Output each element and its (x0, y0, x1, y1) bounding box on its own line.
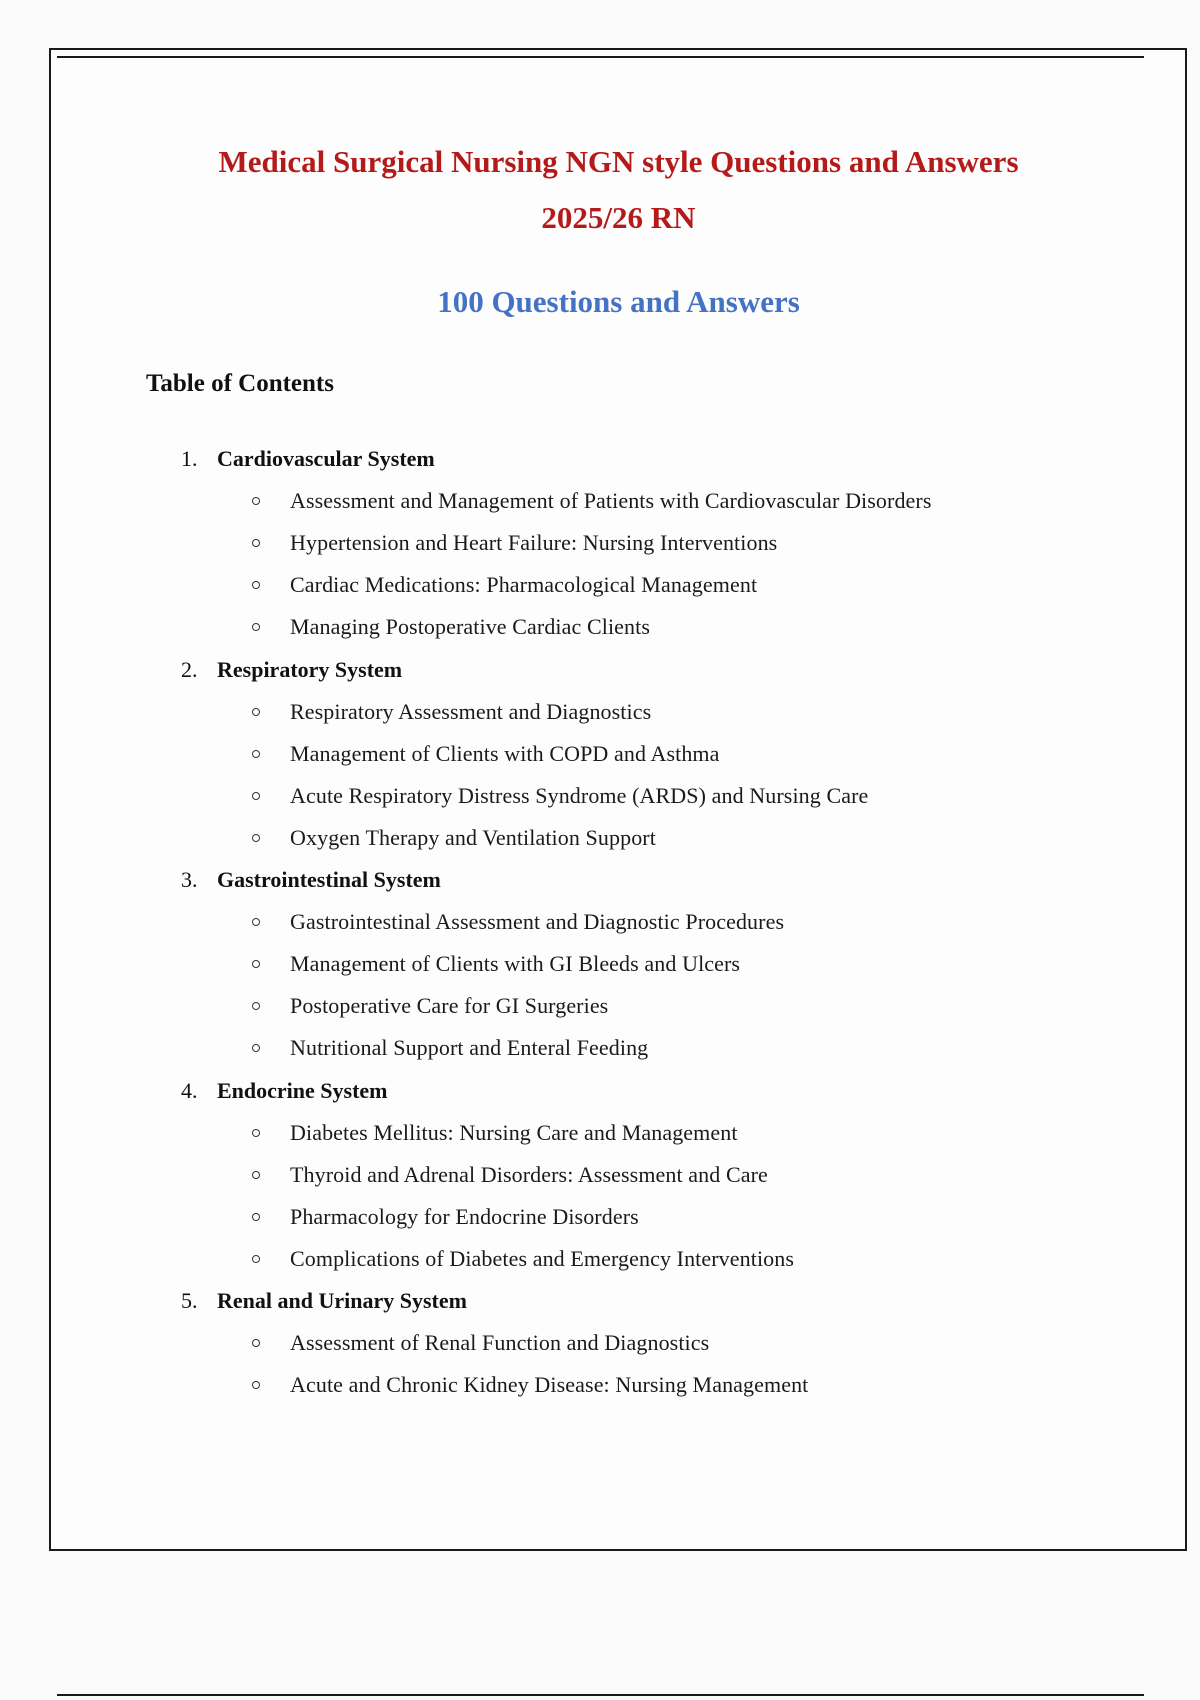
toc-subitem-text: Management of Clients with COPD and Asthma (290, 740, 720, 766)
toc-subitem (0, 781, 1200, 811)
toc-section (0, 655, 1200, 685)
toc-subitem (0, 1370, 1200, 1400)
toc-subitem-text: Complications of Diabetes and Emergency Interventions (290, 1245, 795, 1271)
hollow-circle-bullet-icon (252, 1381, 260, 1389)
toc-subitem-text: Acute and Chronic Kidney Disease: Nursing Management (290, 1372, 809, 1398)
hollow-circle-bullet-icon (252, 1129, 260, 1137)
hollow-circle-bullet-icon (252, 792, 260, 800)
toc-subitem (0, 1118, 1200, 1148)
toc-subitem (0, 823, 1200, 853)
bottom-rule (57, 1694, 1144, 1696)
hollow-circle-bullet-icon (252, 539, 260, 547)
toc-subitem-text: Managing Postoperative Cardiac Clients (290, 614, 650, 640)
toc-subitem-text: Acute Respiratory Distress Syndrome (ARDS) and Nursing Care (290, 782, 869, 808)
hollow-circle-bullet-icon (252, 1255, 260, 1263)
hollow-circle-bullet-icon (252, 918, 260, 926)
toc-heading: Table of Contents (146, 370, 334, 397)
hollow-circle-bullet-icon (252, 1002, 260, 1010)
toc-subitem-text: Hypertension and Heart Failure: Nursing Interventions (290, 530, 778, 556)
toc-subitem (0, 739, 1200, 769)
toc-section-number: 2. (181, 656, 198, 682)
toc-subitem (0, 697, 1200, 727)
toc-subitem (0, 612, 1200, 642)
toc-subitem-text: Pharmacology for Endocrine Disorders (290, 1203, 639, 1229)
toc-subitem (0, 1202, 1200, 1232)
toc-subitem (0, 528, 1200, 558)
document-title-year: 2025/26 RN (541, 200, 696, 235)
toc-subitem-text: Management of Clients with GI Bleeds and Ulcers (290, 951, 741, 977)
toc-section-title: Cardiovascular System (217, 446, 435, 471)
toc-section-title: Gastrointestinal System (217, 867, 441, 892)
toc-subitem-text: Oxygen Therapy and Ventilation Support (290, 824, 656, 850)
toc-subitem (0, 907, 1200, 937)
toc-subitem-text: Respiratory Assessment and Diagnostics (290, 698, 652, 724)
document-subtitle: 100 Questions and Answers (437, 284, 800, 319)
toc-subitem (0, 570, 1200, 600)
hollow-circle-bullet-icon (252, 623, 260, 631)
hollow-circle-bullet-icon (252, 1171, 260, 1179)
toc-subitem (0, 1033, 1200, 1063)
hollow-circle-bullet-icon (252, 960, 260, 968)
hollow-circle-bullet-icon (252, 1044, 260, 1052)
toc-subitem (0, 486, 1200, 516)
toc-subitem (0, 991, 1200, 1021)
toc-section (0, 865, 1200, 895)
toc-subitem-text: Nutritional Support and Enteral Feeding (290, 1035, 649, 1061)
toc-subitem-text: Assessment of Renal Function and Diagnostics (290, 1330, 710, 1356)
toc-subitem-text: Diabetes Mellitus: Nursing Care and Management (290, 1119, 738, 1145)
toc-section (0, 444, 1200, 474)
toc-section-number: 3. (181, 867, 198, 892)
toc-subitem (0, 1244, 1200, 1274)
toc-section-number: 5. (181, 1288, 198, 1313)
hollow-circle-bullet-icon (252, 1213, 260, 1221)
top-rule (57, 56, 1144, 58)
toc-section-number: 4. (181, 1077, 198, 1103)
toc-subitem (0, 1328, 1200, 1358)
toc-subitem-text: Cardiac Medications: Pharmacological Management (290, 572, 758, 598)
toc-section-title: Renal and Urinary System (217, 1288, 467, 1313)
toc-section-number: 1. (181, 446, 198, 471)
toc-subitem-text: Thyroid and Adrenal Disorders: Assessment and Care (290, 1161, 768, 1187)
hollow-circle-bullet-icon (252, 708, 260, 716)
toc-section (0, 1286, 1200, 1316)
toc-subitem-text: Gastrointestinal Assessment and Diagnostic Procedures (290, 909, 785, 935)
toc-section-title: Respiratory System (217, 656, 403, 682)
toc-section-title: Endocrine System (217, 1077, 388, 1103)
hollow-circle-bullet-icon (252, 497, 260, 505)
hollow-circle-bullet-icon (252, 750, 260, 758)
toc-subitem-text: Assessment and Management of Patients with Cardiovascular Disorders (290, 488, 932, 514)
hollow-circle-bullet-icon (252, 1339, 260, 1347)
document-title: Medical Surgical Nursing NGN style Questions and Answers (218, 144, 1019, 179)
toc-subitem (0, 949, 1200, 979)
toc-subitem-text: Postoperative Care for GI Surgeries (290, 993, 609, 1019)
hollow-circle-bullet-icon (252, 581, 260, 589)
toc-section (0, 1076, 1200, 1106)
toc-subitem (0, 1160, 1200, 1190)
hollow-circle-bullet-icon (252, 834, 260, 842)
